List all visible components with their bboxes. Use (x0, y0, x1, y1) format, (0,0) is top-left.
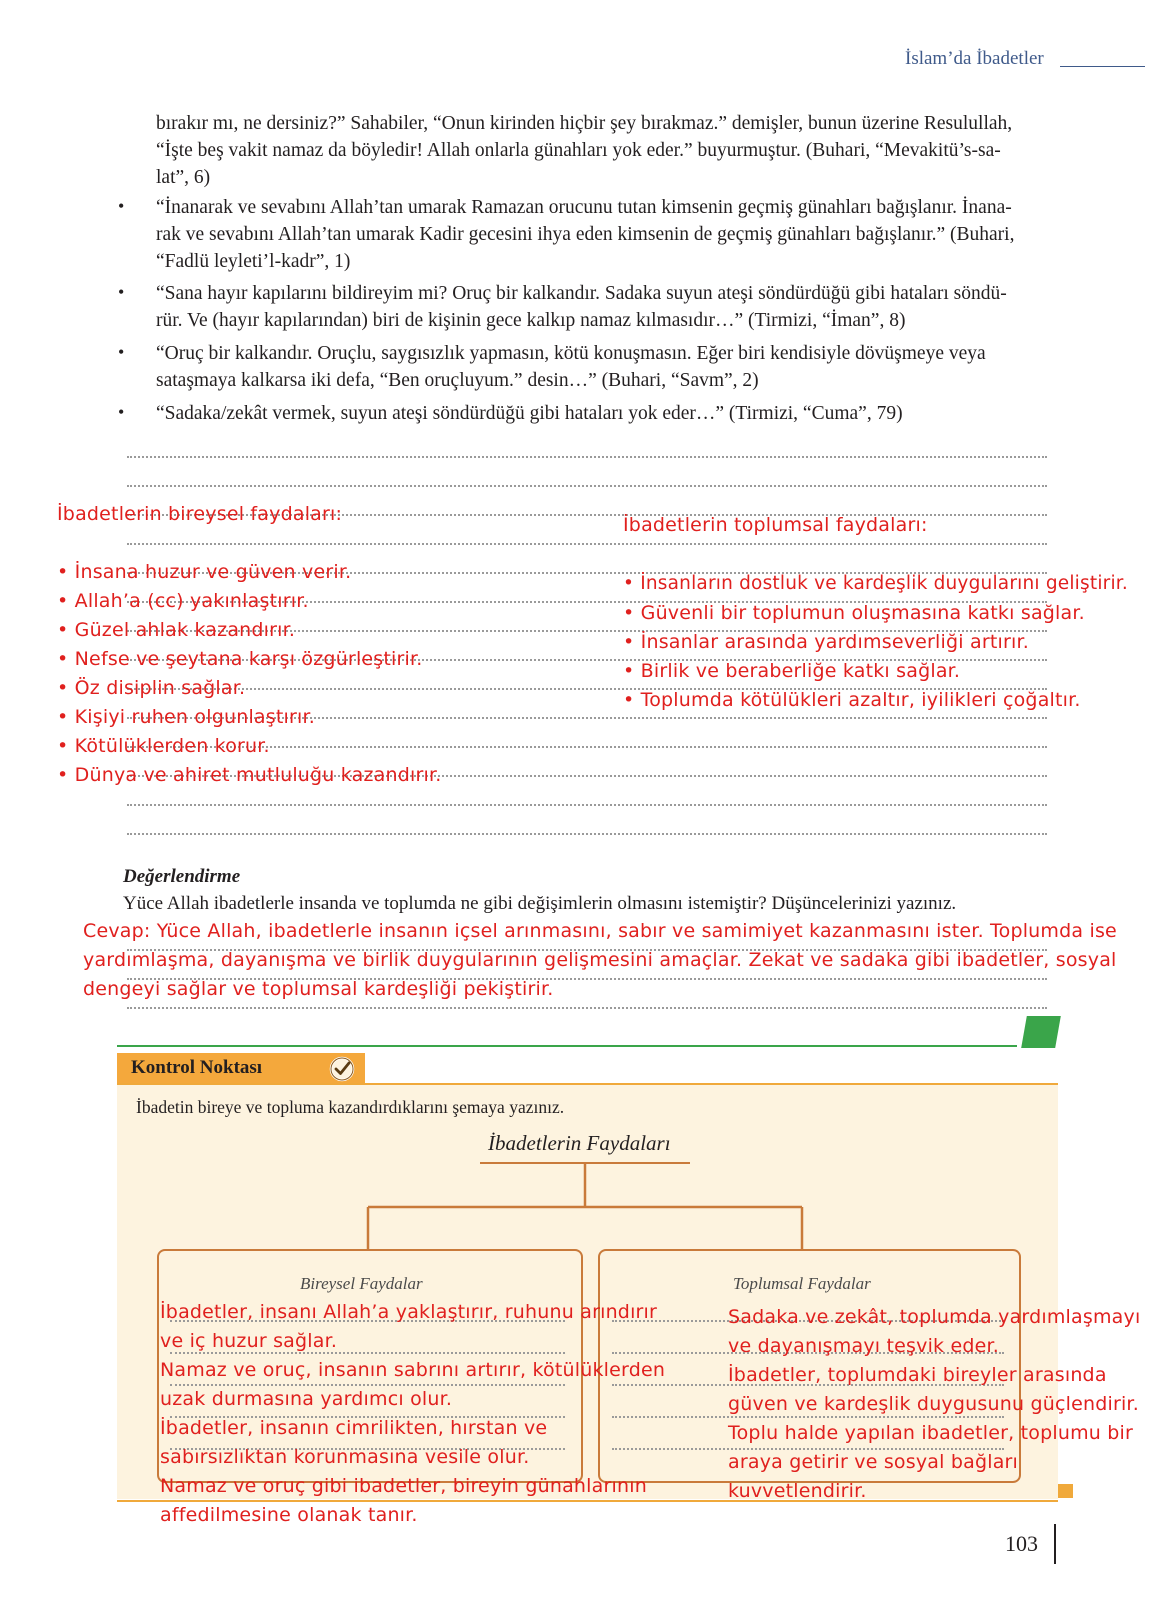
box-dotted-line (612, 1416, 1004, 1419)
hadith-bullet (156, 340, 1062, 394)
text-line: “Fadlü leyleti’l-kadr”, 1) (156, 251, 351, 272)
text-line: bırakır mı, ne dersiniz?” Sahabiler, “Onun kirinden hiçbir şey bırakmaz.” demişler, bunun üzerine Resulullah, (156, 113, 1013, 134)
hadith-bullet (156, 194, 1062, 275)
text-line: “Sadaka/zekât vermek, suyun ateşi söndürdüğü gibi hataları yok eder…” (Tirmizi, “Cuma”, 79) (156, 403, 903, 424)
text-line: “Sana hayır kapılarını bildireyim mi? Oruç bir kalkandır. Sadaka suyun ateşi söndürdüğü gibi hataları söndü- (156, 283, 1007, 304)
checkmark-badge-icon (328, 1055, 356, 1083)
header-rule (1060, 66, 1145, 67)
individual-benefit-item: • Kişiyi ruhen olgunlaştırır. (57, 706, 315, 728)
evaluation-answer-line: dengeyi sağlar ve toplumsal kardeşliği pekiştirir. (83, 978, 554, 1000)
answer-dotted-line (127, 543, 1047, 546)
individual-answer-line: uzak durmasına yardımcı olur. (160, 1388, 453, 1410)
social-benefit-item: • Güvenli bir toplumun oluşmasına katkı sağlar. (623, 602, 1085, 624)
social-benefit-item: • Toplumda kötülükleri azaltır, iyilikleri çoğaltır. (623, 689, 1081, 711)
social-benefit-item: • İnsanların dostluk ve kardeşlik duygularını geliştirir. (623, 573, 1128, 594)
social-benefit-item: • İnsanlar arasında yardımseverliği artırır. (623, 631, 1029, 653)
box-dotted-line (170, 1352, 565, 1355)
bullet-marker: • (118, 402, 125, 422)
answer-dotted-line (127, 833, 1047, 836)
section-divider (117, 1045, 1017, 1047)
evaluation-question: Yüce Allah ibadetlerle insanda ve toplumda ne gibi değişimlerin olmasını istemiştir? Düşüncelerinizi yazınız. (123, 893, 957, 914)
individual-benefit-item: • Güzel ahlak kazandırır. (57, 619, 296, 641)
evaluation-answer-line: Cevap: Yüce Allah, ibadetlerle insanın içsel arınmasını, sabır ve samimiyet kazanmasını ister. Toplumda ise (83, 920, 1117, 942)
individual-answer-line: sabırsızlıktan korunmasına vesile olur. (160, 1446, 530, 1468)
text-line: “İşte beş vakit namaz da böyledir! Allah onlarla günahları yok eder.” buyurmuştur. (Buhari, “Mevakitü’s-sa- (156, 140, 1001, 161)
panel-top-border (117, 1083, 1058, 1085)
individual-benefits-heading: İbadetlerin bireysel faydaları: (57, 503, 343, 525)
individual-answer-line: Namaz ve oruç, insanın sabrını artırır, kötülüklerden (160, 1359, 666, 1381)
social-answer-line: İbadetler, toplumdaki bireyler arasında (728, 1364, 1107, 1386)
individual-benefit-item: • İnsana huzur ve güven verir. (57, 561, 352, 583)
bullet-marker: • (118, 196, 125, 216)
control-point-instruction: İbadetin bireye ve topluma kazandırdıklarını şemaya yazınız. (136, 1097, 565, 1117)
individual-benefit-item: • Kötülüklerden korur. (57, 735, 270, 757)
section-marker (1021, 1016, 1061, 1048)
bullet-marker: • (118, 342, 125, 362)
individual-answer-line: İbadetler, insanı Allah’a yaklaştırır, ruhunu arındırır (160, 1301, 658, 1323)
control-point-title: Kontrol Noktası (131, 1057, 263, 1078)
evaluation-answer-line: yardımlaşma, dayanışma ve birlik duygularının gelişmesini amaçlar. Zekat ve sadaka gibi ibadetler, sosyal (83, 949, 1117, 971)
individual-benefits-label: Bireysel Faydalar (300, 1274, 423, 1293)
answer-dotted-line (127, 456, 1047, 459)
box-dotted-line (170, 1384, 565, 1387)
social-answer-line: kuvvetlendirir. (728, 1480, 867, 1502)
text-line: “Oruç bir kalkandır. Oruçlu, saygısızlık yapmasın, kötü konuşmasın. Eğer biri kendisiyle dövüşmeye veya (156, 343, 986, 364)
text-line: rak ve sevabını Allah’tan umarak Kadir gecesini ihya eden kimsenin de geçmiş günahları bağışlanır.” (Buhari, (156, 224, 1015, 245)
individual-answer-line: İbadetler, insanın cimrilikten, hırstan ve (160, 1417, 548, 1439)
individual-benefit-item: • Allah’a (cc) yakınlaştırır. (57, 590, 309, 612)
hadith-continuation (156, 110, 1062, 191)
social-answer-line: Sadaka ve zekât, toplumda yardımlaşmayı (728, 1306, 1141, 1328)
answer-dotted-line (127, 485, 1047, 488)
hadith-bullet (156, 400, 1062, 427)
individual-benefit-item: • Dünya ve ahiret mutluluğu kazandırır. (57, 764, 442, 786)
text-line: lat”, 6) (156, 167, 211, 188)
text-line: “İnanarak ve sevabını Allah’tan umarak Ramazan orucunu tutan kimsenin geçmiş günahları bağışlanır. İnana- (156, 197, 1012, 218)
individual-answer-line: affedilmesine olanak tanır. (160, 1504, 418, 1526)
social-benefits-label: Toplumsal Faydalar (733, 1274, 871, 1293)
hadith-bullet (156, 280, 1062, 334)
social-benefit-item: • Birlik ve beraberliğe katkı sağlar. (623, 660, 961, 682)
social-answer-line: ve dayanışmayı teşvik eder. (728, 1335, 1000, 1357)
evaluation-heading: Değerlendirme (123, 866, 241, 887)
answer-dotted-line (127, 804, 1047, 807)
panel-corner-marker (1058, 1484, 1073, 1498)
individual-answer-line: Namaz ve oruç gibi ibadetler, bireyin günahlarının (160, 1475, 647, 1497)
text-line: sataşmaya kalkarsa iki defa, “Ben oruçluyum.” desin…” (Buhari, “Savm”, 2) (156, 370, 759, 391)
social-benefits-heading: İbadetlerin toplumsal faydaları: (623, 514, 928, 536)
individual-benefit-item: • Öz disiplin sağlar. (57, 677, 246, 699)
panel-bottom-border (117, 1500, 1058, 1502)
social-answer-line: araya getirir ve sosyal bağları (728, 1451, 1019, 1473)
diagram-connectors (360, 1163, 820, 1253)
answer-dotted-line (127, 1007, 1047, 1010)
text-line: rür. Ve (hayır kapılarından) biri de kişinin gece kalkıp namaz kılmasıdır…” (Tirmizi, “İman”, 8) (156, 310, 906, 331)
individual-answer-line: ve iç huzur sağlar. (160, 1330, 338, 1352)
diagram-title: İbadetlerin Faydaları (488, 1131, 671, 1155)
bullet-marker: • (118, 282, 125, 302)
page-number: 103 (1005, 1531, 1038, 1556)
page-number-bar (1054, 1524, 1056, 1564)
running-header-title: İslam’da İbadetler (905, 48, 1044, 69)
social-answer-line: Toplu halde yapılan ibadetler, toplumu bir (728, 1422, 1134, 1444)
social-answer-line: güven ve kardeşlik duygusunu güçlendirir. (728, 1393, 1139, 1415)
individual-benefit-item: • Nefse ve şeytana karşı özgürleştirir. (57, 648, 423, 670)
